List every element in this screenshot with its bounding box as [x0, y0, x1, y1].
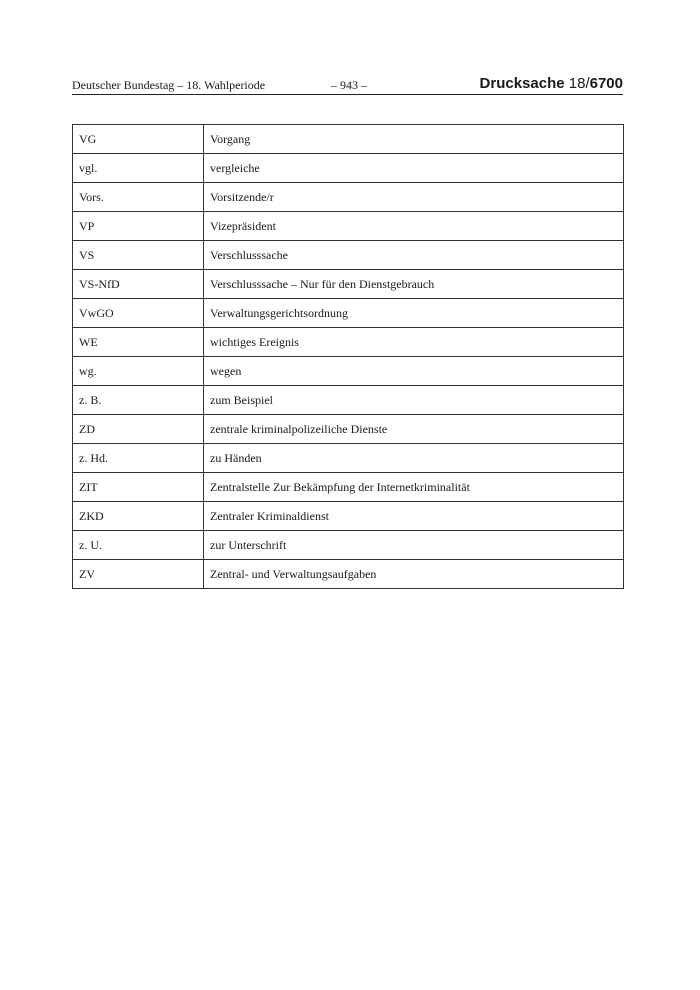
abbreviation-cell: VwGO	[73, 299, 204, 328]
abbreviation-cell: ZIT	[73, 473, 204, 502]
abbreviation-table-body	[73, 125, 624, 589]
document-number-value: 6700	[589, 75, 623, 92]
table-row	[73, 154, 624, 183]
abbreviation-cell: z. Hd.	[73, 444, 204, 473]
table-row	[73, 241, 624, 270]
abbreviation-cell: z. B.	[73, 386, 204, 415]
meaning-cell: wichtiges Ereignis	[204, 328, 624, 357]
abbreviation-cell: vgl.	[73, 154, 204, 183]
table-row	[73, 270, 624, 299]
table-row	[73, 560, 624, 589]
table-row	[73, 502, 624, 531]
table-row	[73, 531, 624, 560]
abbreviation-cell: ZV	[73, 560, 204, 589]
table-row	[73, 415, 624, 444]
table-row	[73, 473, 624, 502]
table-row	[73, 357, 624, 386]
abbreviation-cell: ZKD	[73, 502, 204, 531]
abbreviation-cell: Vors.	[73, 183, 204, 212]
abbreviation-table	[72, 124, 624, 589]
meaning-cell: zum Beispiel	[204, 386, 624, 415]
table-row	[73, 444, 624, 473]
abbreviation-cell: WE	[73, 328, 204, 357]
meaning-cell: zentrale kriminalpolizeiliche Dienste	[204, 415, 624, 444]
header-publisher: Deutscher Bundestag – 18. Wahlperiode	[72, 78, 266, 92]
abbreviation-cell: VG	[73, 125, 204, 154]
meaning-cell: Vizepräsident	[204, 212, 624, 241]
document-number-prefix: 18/	[568, 75, 590, 92]
meaning-cell: Verschlusssache – Nur für den Dienstgebrauch	[204, 270, 624, 299]
table-row	[73, 328, 624, 357]
abbreviation-cell: VP	[73, 212, 204, 241]
abbreviation-cell: z. U.	[73, 531, 204, 560]
meaning-cell: Zentral- und Verwaltungsaufgaben	[204, 560, 624, 589]
meaning-cell: Verwaltungsgerichtsordnung	[204, 299, 624, 328]
table-row	[73, 386, 624, 415]
abbreviation-cell: VS-NfD	[73, 270, 204, 299]
meaning-cell: Vorsitzende/r	[204, 183, 624, 212]
meaning-cell: zu Händen	[204, 444, 624, 473]
meaning-cell: zur Unterschrift	[204, 531, 624, 560]
meaning-cell: Zentraler Kriminaldienst	[204, 502, 624, 531]
page-number: – 943 –	[331, 78, 367, 92]
document-label: Drucksache	[479, 75, 565, 92]
meaning-cell: vergleiche	[204, 154, 624, 183]
table-row	[73, 212, 624, 241]
document-number	[480, 75, 623, 92]
page-header	[72, 76, 623, 95]
abbreviation-cell: VS	[73, 241, 204, 270]
abbreviation-cell: ZD	[73, 415, 204, 444]
meaning-cell: wegen	[204, 357, 624, 386]
table-row	[73, 125, 624, 154]
meaning-cell: Vorgang	[204, 125, 624, 154]
table-row	[73, 183, 624, 212]
meaning-cell: Verschlusssache	[204, 241, 624, 270]
meaning-cell: Zentralstelle Zur Bekämpfung der Internetkriminalität	[204, 473, 624, 502]
abbreviation-cell: wg.	[73, 357, 204, 386]
table-row	[73, 299, 624, 328]
